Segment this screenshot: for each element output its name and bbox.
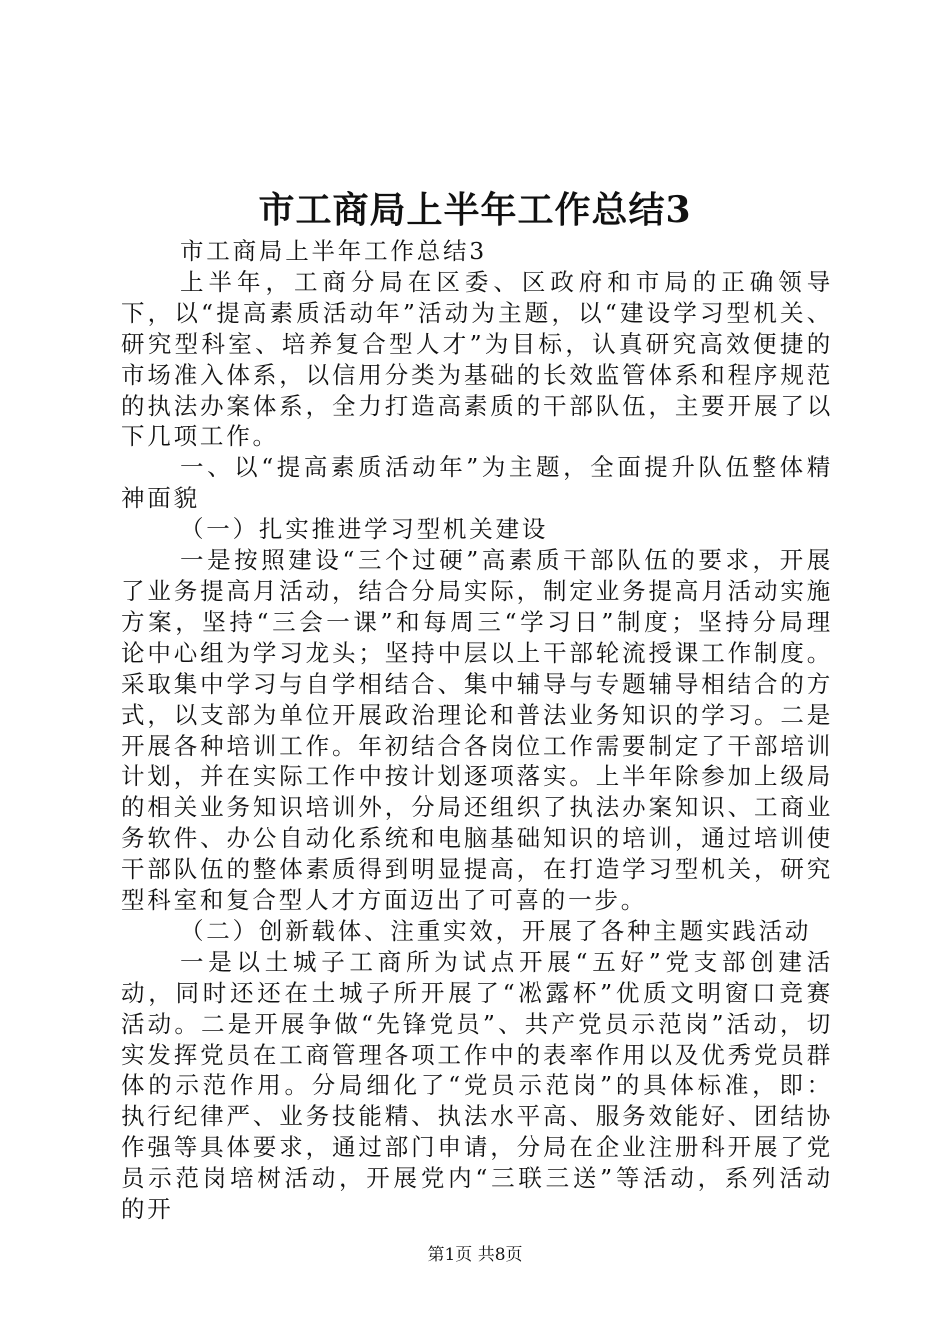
subsection-heading: （一）扎实推进学习型机关建设	[180, 515, 549, 544]
paragraph: 上半年，工商分局在区委、区政府和市局的正确领导下，以“提高素质活动年”活动为主题，以“建设学习型机关、研究型科室、培养复合型人才”为目标，认真研究高效便捷的市场准入体系，以信用分类为基础的长效监管体系和程序规范的执法办案体系，全力打造高素质的干部队伍，主要开展了以下几项工作。	[121, 267, 833, 451]
document-title: 市工商局上半年工作总结3	[258, 189, 692, 231]
paragraph: 一是按照建设“三个过硬”高素质干部队伍的要求，开展了业务提高月活动，结合分局实际，制定业务提高月活动实施方案，坚持“三会一课”和每周三“学习日”制度；坚持分局理论中心组为学习龙头；坚持中层以上干部轮流授课工作制度。采取集中学习与自学相结合、集中辅导与专题辅导相结合的方式，以支部为单位开展政治理论和普法业务知识的学习。二是开展各种培训工作。年初结合各岗位工作需要制定了干部培训计划，并在实际工作中按计划逐项落实。上半年除参加上级局的相关业务知识培训外，分局还组织了执法办案知识、工商业务软件、办公自动化系统和电脑基础知识的培训，通过培训使干部队伍的整体素质得到明显提高，在打造学习型机关，研究型科室和复合型人才方面迈出了可喜的一步。	[121, 546, 833, 915]
subsection-heading: （二）创新载体、注重实效，开展了各种主题实践活动	[180, 916, 812, 945]
paragraph: 一是以土城子工商所为试点开展“五好”党支部创建活动，同时还还在土城子所开展了“凇露杯”优质文明窗口竞赛活动。二是开展争做“先锋党员”、共产党员示范岗”活动，切实发挥党员在工商管理各项工作中的表率作用以及优秀党员群体的示范作用。分局细化了“党员示范岗”的具体标准，即：执行纪律严、业务技能精、执法水平高、服务效能好、团结协作强等具体要求，通过部门申请，分局在企业注册科开展了党员示范岗培树活动，开展党内“三联三送”等活动，系列活动的开	[121, 947, 833, 1224]
document-body	[121, 236, 833, 1225]
page-footer: 第1页 共8页	[427, 1245, 523, 1265]
paragraph: 市工商局上半年工作总结3	[180, 237, 488, 265]
section-heading: 一、以“提高素质活动年”为主题，全面提升队伍整体精神面貌	[121, 453, 833, 513]
